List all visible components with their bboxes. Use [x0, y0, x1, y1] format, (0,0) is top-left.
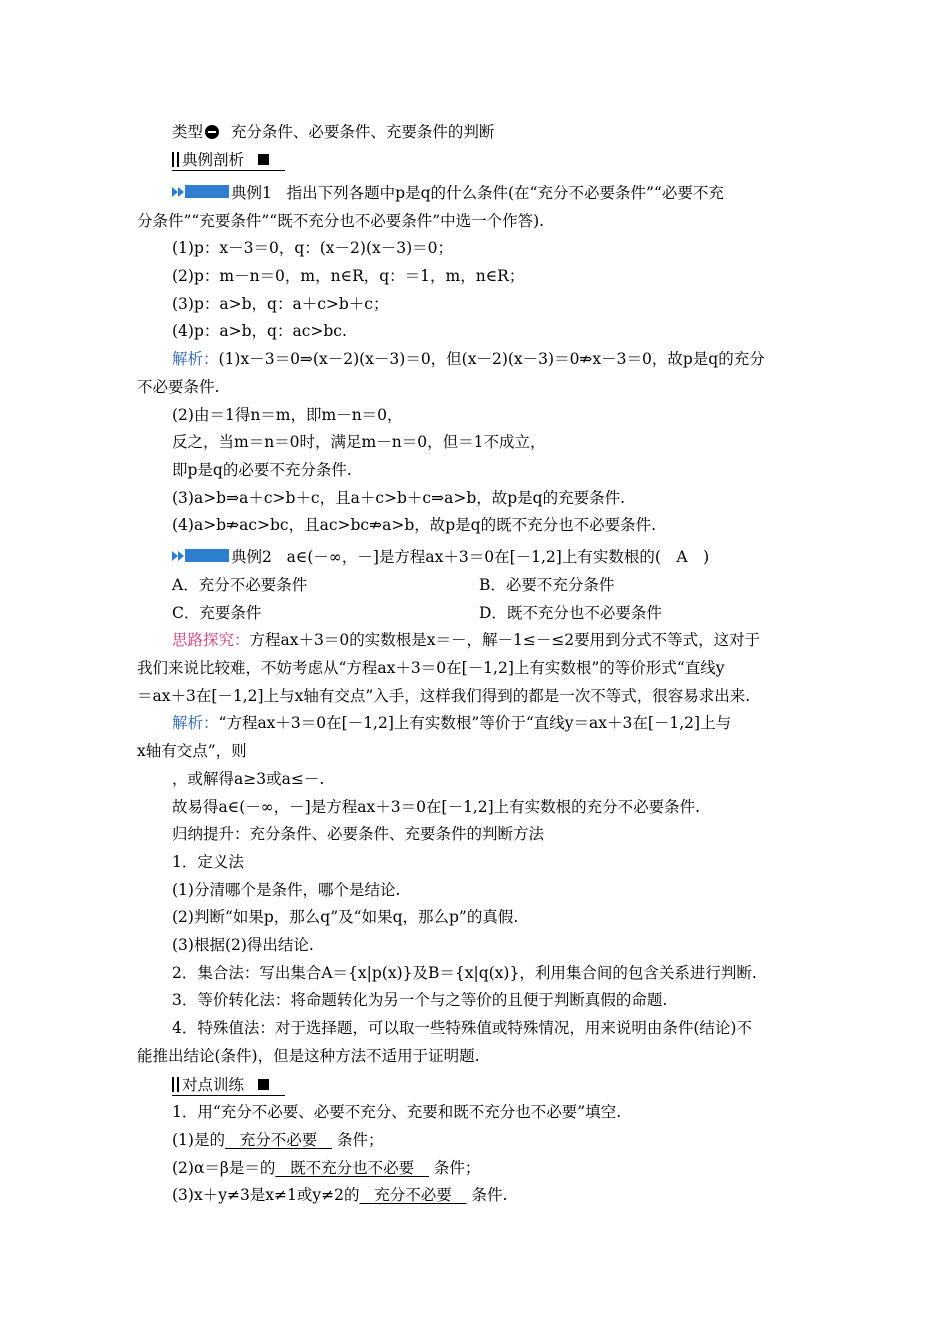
example2-analysis-line4: 故易得a∈(－∞，－]是方程ax＋3＝0在[－1,2]上有实数根的充分不必要条件.	[172, 798, 701, 816]
example-tag-icon	[185, 185, 229, 198]
analysis-label: 解析：	[172, 350, 219, 368]
example2-analysis-line2: x轴有交点”，则	[137, 742, 247, 760]
arrow-icon	[178, 551, 184, 561]
practice-q1-1	[172, 1130, 384, 1150]
summary-line: (1)分清哪个是条件，哪个是结论.	[172, 881, 401, 899]
q1-3-suffix: 条件.	[471, 1186, 508, 1204]
summary-line: (3)根据(2)得出结论.	[172, 936, 314, 954]
example1-item: (4)p：a>b，q：ac>bc.	[172, 322, 347, 340]
summary-title: 归纳提升：充分条件、必要条件、充要条件的判断方法	[172, 825, 545, 843]
example1-stem-line2: 分条件”“充要条件”“既不充分也不必要条件”中选一个作答).	[137, 212, 545, 230]
example1-analysis-line: (2)由＝1得n＝m，即m－n＝0，	[172, 406, 403, 424]
practice-q1-3	[172, 1185, 507, 1205]
section-title-text: 充分条件、必要条件、充要条件的判断	[230, 123, 495, 141]
q1-3-answer	[360, 1186, 467, 1204]
example1-stem-text: 指出下列各题中p是q的什么条件(在“充分不必要条件”“必要不充	[286, 184, 724, 202]
q1-2-answer-text: 既不充分也不必要	[290, 1159, 415, 1177]
example1-analysis-line: 即p是q的必要不充分条件.	[172, 461, 352, 479]
example1-item: (2)p：m－n＝0，m，n∈R，q：＝1，m，n∈R；	[172, 267, 525, 285]
q1-2-prefix: (2)α＝β是＝的	[172, 1159, 276, 1177]
example1-analysis-line1	[172, 349, 765, 369]
q1-2-answer	[275, 1159, 429, 1177]
analysis-label: 解析：	[172, 714, 219, 732]
example1-analysis-line: (4)a>b⇏ac>bc，且ac>bc⇏a>b，故p是q的既不充分也不必要条件.	[172, 516, 657, 534]
heading-analysis	[172, 150, 269, 170]
example1-stem-line1	[172, 183, 724, 203]
heading-bar-icon	[172, 152, 174, 167]
example2-label: 典例2	[231, 548, 272, 566]
example1-label: 典例1	[231, 184, 272, 202]
practice-q1-2	[172, 1158, 480, 1178]
heading-underline	[172, 170, 285, 171]
summary-line4a: 4．特殊值法：对于选择题，可以取一些特殊值或特殊情况，用来说明由条件(结论)不	[172, 1019, 752, 1037]
idea-label: 思路探究：	[172, 631, 250, 649]
circled-one-icon	[205, 125, 219, 139]
analysis-text: “方程ax＋3＝0在[－1,2]上有实数根”等价于“直线y＝ax＋3在[－1,2]上与	[218, 714, 732, 732]
arrow-icon	[178, 187, 184, 197]
q1-3-answer-text: 充分不必要	[374, 1186, 452, 1204]
heading-underline	[172, 1095, 285, 1096]
q1-1-answer	[225, 1131, 332, 1149]
idea-text: 方程ax＋3＝0的实数根是x＝－，解－1≤－≤2要用到分式不等式，这对于	[249, 631, 761, 649]
heading-practice	[172, 1075, 269, 1095]
heading-bar-icon	[172, 1077, 174, 1092]
example2-option-b: B．必要不充分条件	[479, 576, 615, 594]
summary-line: (2)判断“如果p，那么q”及“如果q，那么p”的真假.	[172, 908, 519, 926]
example2-analysis-line1	[172, 713, 731, 733]
example1-item: (3)p：a>b，q：a＋c>b＋c；	[172, 295, 389, 313]
example2-stem	[172, 547, 709, 567]
example2-option-a: A．充分不必要条件	[172, 576, 308, 594]
analysis-text: (1)x－3＝0⇒(x－2)(x－3)＝0，但(x－2)(x－3)＝0⇏x－3＝0，故p是q的充分	[218, 350, 765, 368]
q1-3-prefix: (3)x＋y≠3是x≠1或y≠2的	[172, 1186, 360, 1204]
example2-stem-text: a∈(－∞，－]是方程ax＋3＝0在[－1,2]上有实数根的( A )	[286, 548, 710, 566]
section-title-prefix: 类型	[172, 123, 204, 141]
summary-line: 3．等价转化法：将命题转化为另一个与之等价的且便于判断真假的命题.	[172, 991, 668, 1009]
example2-idea-line3: ＝ax＋3在[－1,2]上与x轴有交点”入手，这样我们得到的都是一次不等式，很容易求出来.	[137, 687, 751, 705]
example1-analysis-line: (3)a>b⇒a＋c>b＋c，且a＋c>b＋c⇒a>b，故p是q的充要条件.	[172, 489, 626, 507]
q1-2-suffix: 条件；	[433, 1159, 481, 1177]
section-title	[172, 122, 494, 142]
summary-line: 2．集合法：写出集合A＝{x|p(x)}及B＝{x|q(x)}，利用集合间的包含关系进行判断.	[172, 964, 757, 982]
practice-q1: 1．用“充分不必要、必要不充分、充要和既不充分也不必要”填空.	[172, 1103, 622, 1121]
heading-bar-icon	[177, 1077, 179, 1092]
q1-1-answer-text: 充分不必要	[239, 1131, 318, 1149]
q1-1-prefix: (1)是的	[172, 1131, 225, 1149]
heading-practice-text: 对点训练	[182, 1076, 245, 1094]
q1-1-suffix: 条件；	[336, 1131, 384, 1149]
example1-item: (1)p：x－3＝0，q：(x－2)(x－3)＝0；	[172, 239, 454, 257]
heading-square-icon	[258, 1079, 269, 1090]
example2-idea-line1	[172, 630, 760, 650]
heading-bar-icon	[177, 152, 179, 167]
summary-line: 1．定义法	[172, 853, 244, 871]
example1-analysis-line2: 不必要条件.	[137, 378, 220, 396]
example1-analysis-line: 反之，当m＝n＝0时，满足m－n＝0，但＝1不成立，	[172, 433, 546, 451]
example2-idea-line2: 我们来说比较难，不妨考虑从“方程ax＋3＝0在[－1,2]上有实数根”的等价形式“直线y	[137, 659, 725, 677]
example2-option-d: D．既不充分也不必要条件	[479, 604, 662, 622]
summary-line4b: 能推出结论(条件)，但是这种方法不适用于证明题.	[137, 1047, 480, 1065]
example2-option-c: C．充要条件	[172, 604, 262, 622]
heading-square-icon	[258, 154, 269, 165]
example-tag-icon	[185, 549, 229, 562]
example2-analysis-line3: ，或解得a≥3或a≤－.	[172, 770, 325, 788]
heading-analysis-text: 典例剖析	[182, 151, 245, 169]
